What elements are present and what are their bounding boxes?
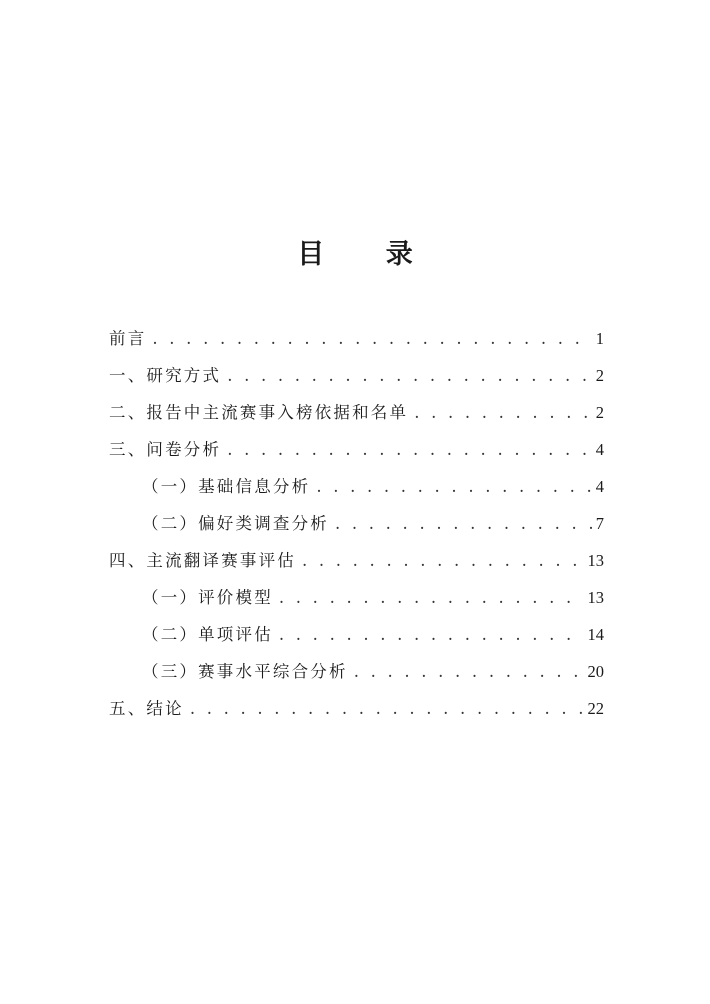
- toc-entry-label: （二）单项评估: [142, 625, 273, 644]
- dot-leader: [354, 662, 584, 682]
- toc-entry-label: 三、问卷分析: [109, 440, 222, 459]
- dot-leader: [414, 403, 592, 423]
- toc-entry-page: 4: [595, 477, 604, 496]
- toc-entry-page: 1: [595, 329, 604, 348]
- toc-entry-page: 20: [587, 662, 604, 681]
- toc-entry-single-item-evaluation[interactable]: [109, 608, 604, 645]
- toc-entry-evaluation-model[interactable]: [109, 571, 604, 608]
- dot-leader: [190, 699, 584, 719]
- toc-entry-comprehensive-analysis[interactable]: [109, 645, 604, 682]
- toc-entry-label: 四、主流翻译赛事评估: [109, 551, 296, 570]
- table-of-contents: [109, 312, 604, 719]
- toc-entry-conclusion[interactable]: [109, 682, 604, 719]
- toc-entry-basic-info[interactable]: [109, 460, 604, 497]
- toc-entry-preference-survey[interactable]: [109, 497, 604, 534]
- dot-leader: [316, 477, 591, 497]
- toc-entry-page: 7: [595, 514, 604, 533]
- toc-entry-label: 二、报告中主流赛事入榜依据和名单: [109, 403, 409, 422]
- toc-entry-questionnaire[interactable]: [109, 423, 604, 460]
- toc-entry-competition-evaluation[interactable]: [109, 534, 604, 571]
- toc-entry-research-method[interactable]: [109, 349, 604, 386]
- page-title: 目 录: [297, 239, 439, 270]
- toc-entry-label: 一、研究方式: [109, 366, 222, 385]
- dot-leader: [279, 625, 584, 645]
- toc-entry-page: 13: [587, 588, 604, 607]
- toc-entry-ranking-basis[interactable]: [109, 386, 604, 423]
- toc-entry-label: （二）偏好类调查分析: [142, 514, 329, 533]
- dot-leader: [152, 329, 591, 349]
- toc-entry-page: 2: [595, 366, 604, 385]
- dot-leader: [279, 588, 584, 608]
- toc-entry-page: 22: [587, 699, 604, 718]
- toc-entry-label: 五、结论: [109, 699, 184, 718]
- dot-leader: [227, 440, 592, 460]
- toc-entry-page: 4: [595, 440, 604, 459]
- dot-leader: [302, 551, 584, 571]
- dot-leader: [335, 514, 592, 534]
- toc-entry-page: 13: [587, 551, 604, 570]
- toc-entry-label: 前言: [109, 329, 147, 348]
- toc-entry-label: （一）评价模型: [142, 588, 273, 607]
- toc-entry-label: （一）基础信息分析: [142, 477, 311, 496]
- toc-entry-page: 2: [595, 403, 604, 422]
- dot-leader: [227, 366, 592, 386]
- toc-entry-label: （三）赛事水平综合分析: [142, 662, 348, 681]
- toc-entry-page: 14: [587, 625, 604, 644]
- toc-entry-preface[interactable]: [109, 312, 604, 349]
